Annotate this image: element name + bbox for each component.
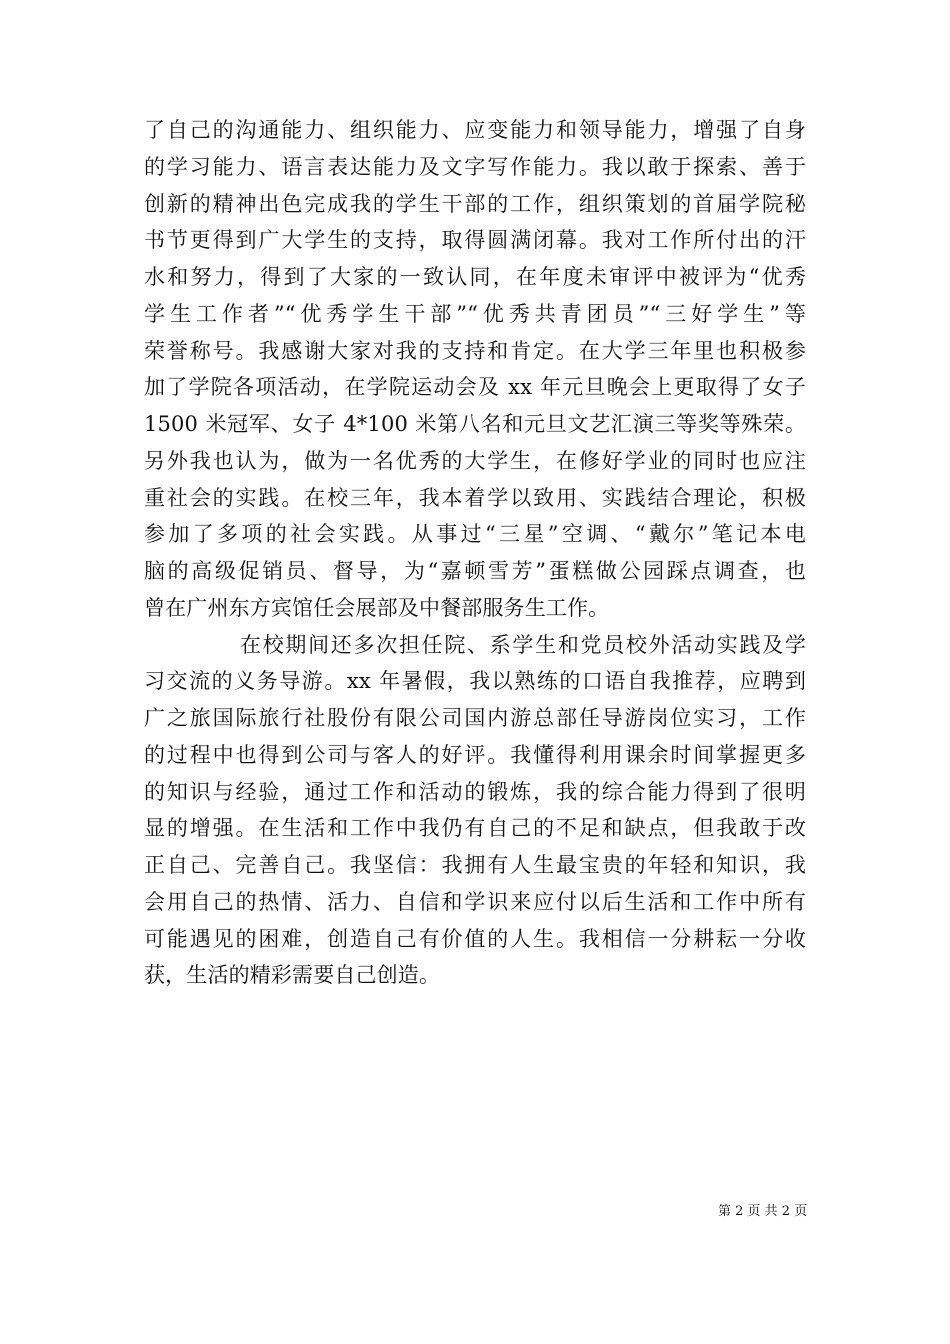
text-line: 正自己、完善自己。我坚信：我拥有人生最宝贵的年轻和知识，我 [144, 853, 806, 877]
text-line: 可能遇见的困难，创造自己有价值的人生。我相信一分耕耘一分收 [144, 926, 806, 951]
page-number-footer: 第 2 页 共 2 页 [718, 1204, 808, 1219]
text-line: 习交流的义务导游。xx 年暑假，我以熟练的口语自我推荐，应聘到 [144, 669, 806, 694]
text-line: 荣誉称号。我感谢大家对我的支持和肯定。在大学三年里也积极参 [144, 338, 806, 363]
text-line: 显的增强。在生活和工作中我仍有自己的不足和缺点，但我敢于改 [144, 816, 806, 841]
text-line: 的学习能力、语言表达能力及文字写作能力。我以敢于探索、善于 [144, 154, 806, 179]
paragraph-1 [144, 112, 806, 627]
text-line: 了自己的沟通能力、组织能力、应变能力和领导能力，增强了自身 [144, 118, 806, 142]
paragraph-2 [144, 627, 806, 995]
text-line: 1500 米冠军、女子 4*100 米第八名和元旦文艺汇演三等奖等殊荣。 [144, 412, 806, 436]
text-line: 书节更得到广大学生的支持，取得圆满闭幕。我对工作所付出的汗 [144, 228, 806, 253]
text-line: 创新的精神出色完成我的学生干部的工作，组织策划的首届学院秘 [144, 191, 806, 216]
text-line: 另外我也认为，做为一名优秀的大学生，在修好学业的同时也应注 [144, 448, 806, 473]
text-line: 参加了多项的社会实践。从事过“三星”空调、“戴尔”笔记本电 [144, 522, 806, 547]
document-body [144, 112, 806, 994]
text-line: 学生工作者”“优秀学生干部”“优秀共青团员”“三好学生”等 [144, 301, 806, 326]
text-line: 曾在广州东方宾馆任会展部及中餐部服务生工作。 [144, 595, 610, 620]
text-line: 在校期间还多次担任院、系学生和党员校外活动实践及学 [240, 632, 806, 657]
text-line: 水和努力，得到了大家的一致认同，在年度未审评中被评为“优秀 [144, 265, 806, 289]
text-line: 的知识与经验，通过工作和活动的锻炼，我的综合能力得到了很明 [144, 779, 806, 804]
text-line: 会用自己的热情、活力、自信和学识来应付以后生活和工作中所有 [144, 889, 806, 914]
text-line: 加了学院各项活动，在学院运动会及 xx 年元旦晚会上更取得了女子 [144, 375, 806, 400]
text-line: 重社会的实践。在校三年，我本着学以致用、实践结合理论，积极 [144, 485, 806, 510]
text-line: 的过程中也得到公司与客人的好评。我懂得利用课余时间掌握更多 [144, 742, 806, 767]
text-line: 广之旅国际旅行社股份有限公司国内游总部任导游岗位实习，工作 [144, 706, 806, 730]
text-line: 脑的高级促销员、督导，为“嘉顿雪芳”蛋糕做公园踩点调查，也 [144, 559, 806, 583]
text-line: 获，生活的精彩需要自己创造。 [144, 963, 441, 988]
